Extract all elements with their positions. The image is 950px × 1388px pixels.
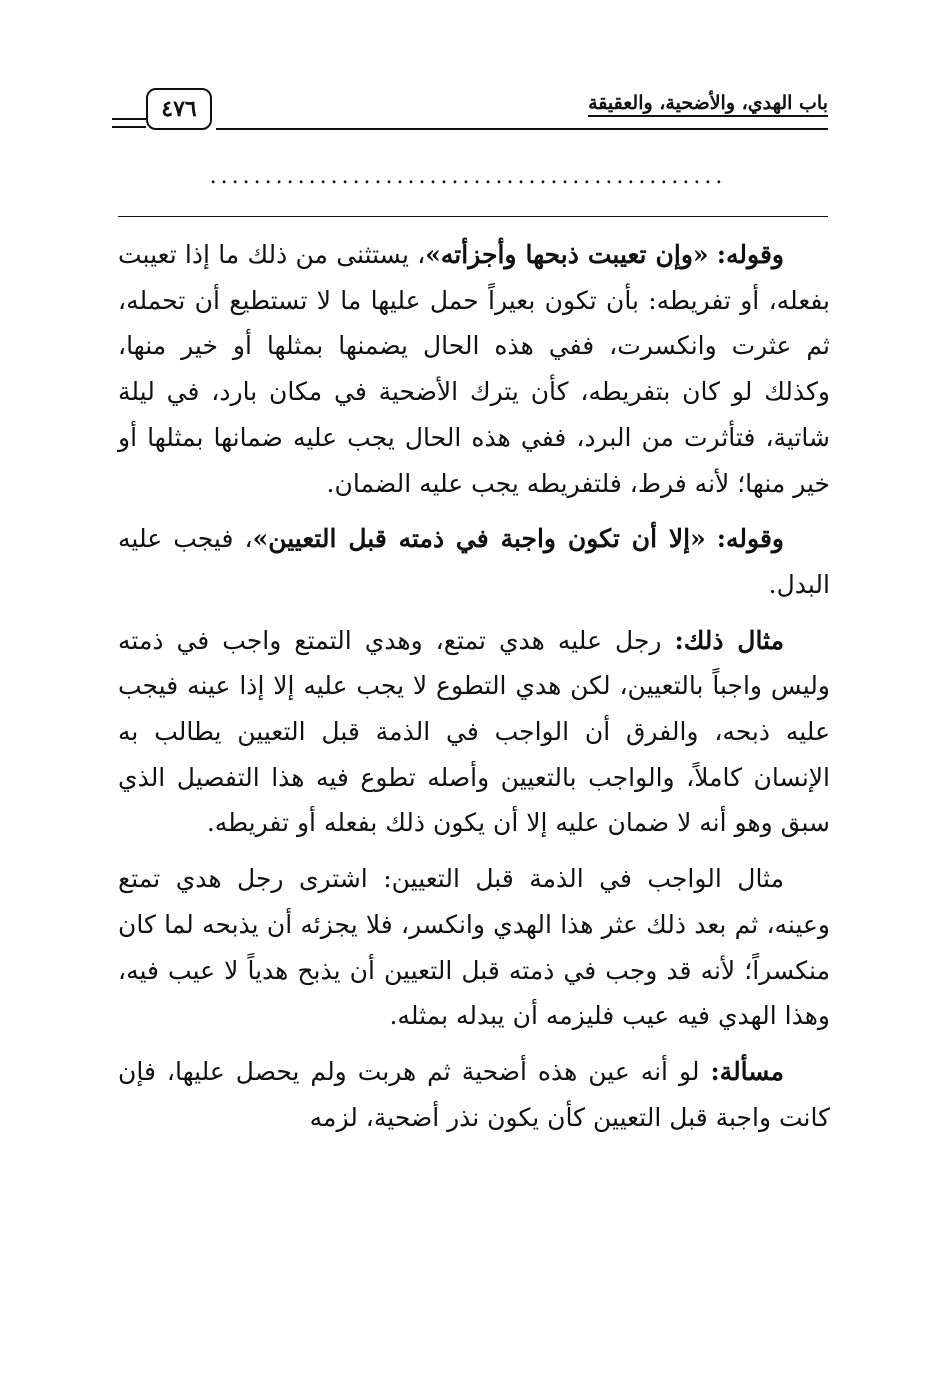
paragraph-4 bbox=[118, 856, 830, 1039]
header-underline bbox=[216, 128, 828, 130]
page-number: ٤٧٦ bbox=[146, 88, 212, 130]
footnote-rule bbox=[118, 216, 828, 217]
paragraph-text: ، يستثنى من ذلك ما إذا تعيبت بفعله، أو تفريطه: بأن تكون بعيراً حمل عليها ما لا تستطيع أن تحمله، ثم عثرت وانكسرت، ففي هذه الحال يضمنها بمثلها أو خير منها، وكذلك لو كان بتفريطه، كأن يترك الأضحية في مكان بارد، في ليلة شاتية، فتأثرت من البرد، ففي هذه الحال يجب عليه ضمانها بمثلها أو خير منها؛ لأنه فرط، فلتفريطه يجب عليه الضمان. bbox=[118, 240, 830, 498]
quoted-text: «إلا أن تكون واجبة في ذمته قبل التعيين» bbox=[252, 524, 706, 554]
paragraph-text: ، فيجب عليه البدل. bbox=[118, 524, 830, 599]
paragraph-1 bbox=[118, 232, 830, 506]
page-number-rule bbox=[112, 118, 146, 128]
running-header bbox=[112, 88, 828, 132]
paragraph-lead: وقوله: bbox=[716, 524, 784, 554]
paragraph-lead: وقوله: bbox=[716, 240, 784, 269]
paragraph-3 bbox=[118, 618, 830, 847]
chapter-title: باب الهدي، والأضحية، والعقيقة bbox=[588, 92, 828, 117]
paragraph-text: رجل عليه هدي تمتع، وهدي التمتع واجب في ذمته وليس واجباً بالتعيين، لكن هدي التطوع لا يجب عليه إلا إذا عينه فيجب عليه ذبحه، والفرق أن الواجب في الذمة قبل التعيين يطالب به الإنسان كاملاً، والواجب بالتعيين وأصله تطوع فيه هذا التفصيل الذي سبق وهو أنه لا ضمان عليه إلا أن يكون ذلك بفعله أو تفريطه. bbox=[118, 625, 830, 838]
paragraph-lead: مثال ذلك: bbox=[674, 625, 784, 655]
paragraph-2 bbox=[118, 516, 830, 607]
paragraph-text: مثال الواجب في الذمة قبل التعيين: اشترى رجل هدي تمتع وعينه، ثم بعد ذلك عثر هذا الهدي وانكسر، فلا يجزئه أن يذبحه لما كان منكسراً؛ لأنه قد وجب في ذمته قبل التعيين أن يذبح هدياً لا عيب فيه، وهذا الهدي فيه عيب فليزمه أن يبدله بمثله. bbox=[118, 864, 830, 1031]
page-number-box bbox=[112, 88, 212, 128]
page-body bbox=[118, 232, 830, 1150]
paragraph-text: لو أنه عين هذه أضحية ثم هربت ولم يحصل عليها، فإن كانت واجبة قبل التعيين كأن يكون نذر أضحية، لزمه bbox=[118, 1056, 830, 1132]
paragraph-lead: مسألة: bbox=[710, 1056, 784, 1086]
dotted-separator: ............................................... bbox=[209, 164, 727, 189]
quoted-text: «وإن تعيبت ذبحها وأجزأته» bbox=[425, 240, 709, 269]
paragraph-5 bbox=[118, 1049, 830, 1140]
